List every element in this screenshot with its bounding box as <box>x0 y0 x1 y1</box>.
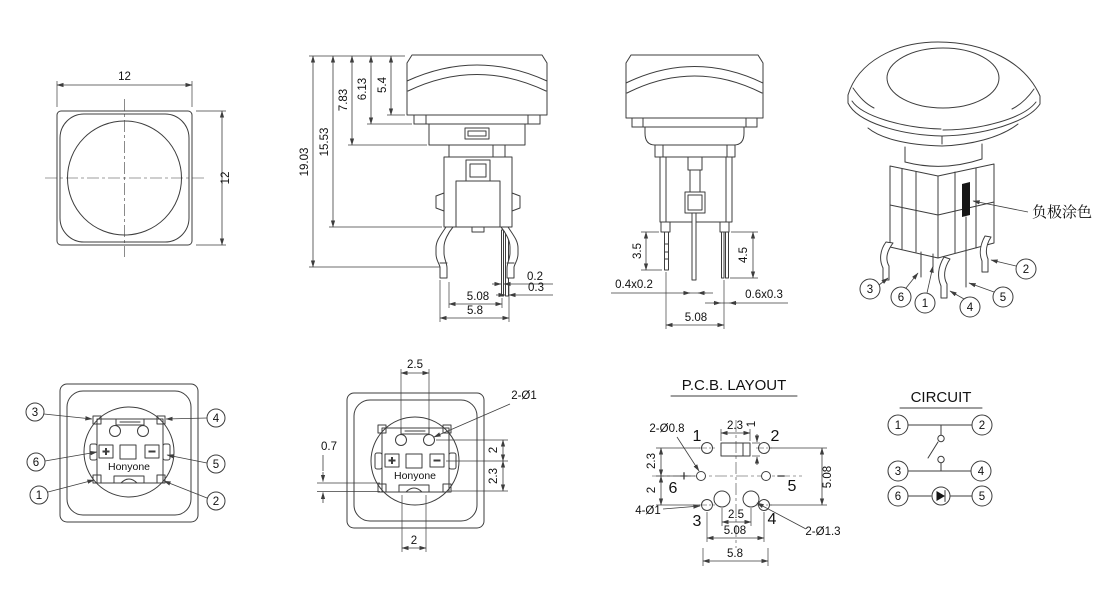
bottomA-callout-4: 4 <box>212 413 220 425</box>
view-bottom-callouts <box>26 384 225 522</box>
view-top <box>45 71 232 257</box>
front-right-pin-b <box>726 232 729 278</box>
side-neck <box>449 145 505 157</box>
pcb-pin-2: 2 <box>770 428 780 445</box>
dim-top-width: 12 <box>118 71 131 83</box>
front-flange <box>632 118 757 127</box>
dim-row-a: 2.3 <box>646 453 658 469</box>
side-cap <box>407 55 547 115</box>
dim-boss-pitch: 2.5 <box>728 509 744 521</box>
dim-row-a: 2 <box>488 446 500 454</box>
circuit-title: CIRCUIT <box>910 389 972 406</box>
pcb-pin-6: 6 <box>668 480 678 497</box>
pcb-plus-mark: + <box>679 468 689 485</box>
dim-span: 5.8 <box>727 548 743 560</box>
switch-blade <box>928 442 938 458</box>
dim-leg-left: 3.5 <box>632 243 644 259</box>
dim-side-pin-size: 0.6x0.3 <box>745 289 783 301</box>
bottomA-callout-3: 3 <box>31 407 39 419</box>
dim-side-pin-span: 5.8 <box>467 305 483 317</box>
circuit-pin-3: 3 <box>894 466 902 478</box>
front-cap <box>626 55 763 118</box>
switch-contact <box>938 435 944 441</box>
circuit-pin-5: 5 <box>978 491 986 503</box>
circuit-pin-4: 4 <box>977 466 985 478</box>
front-left-pin <box>665 232 669 270</box>
dim-center-pin-size: 0.4x0.2 <box>615 279 653 291</box>
circuit-pin-1: 1 <box>894 420 902 432</box>
front-right-pin-a <box>722 232 725 278</box>
side-led-lead-a <box>502 230 504 296</box>
pcb-hole-5 <box>762 472 771 481</box>
dim-small-holes: 2-Ø0.8 <box>649 423 685 435</box>
brand-label: Honyone <box>107 461 151 473</box>
side-switch-body <box>444 157 512 227</box>
dim-cap-height: 5.4 <box>377 77 389 93</box>
negative-terminal-label: 负极涂色 <box>1032 204 1093 221</box>
view-pcb-layout <box>635 377 840 566</box>
pcb-minus-mark: − <box>776 468 786 485</box>
led-lead-hole <box>424 435 435 446</box>
iso-callout-2: 2 <box>1022 264 1030 276</box>
pcb-boss-hole <box>743 491 759 507</box>
bottomA-callout-6: 6 <box>32 457 40 469</box>
dim-cap-stack: 7.83 <box>338 88 350 112</box>
circuit-pin-2: 2 <box>978 420 986 432</box>
dim-slot-w: 2.3 <box>727 420 743 432</box>
dim-front-pin-pitch: 5.08 <box>684 312 708 324</box>
front-center-pin <box>692 213 696 280</box>
dim-top-height: 12 <box>220 171 232 185</box>
bottomB-outer <box>347 393 484 528</box>
pcb-pin-1: 1 <box>692 428 702 445</box>
iso-callout-1: 1 <box>921 298 929 310</box>
bottomA-callout-5: 5 <box>212 459 220 471</box>
brand-label: Honyone <box>393 470 437 482</box>
dim-lead-holes: 2-Ø1 <box>511 390 537 402</box>
view-side <box>299 55 553 322</box>
dim-pin-thk-b: 0.3 <box>528 282 544 294</box>
bottomA-outer <box>60 384 198 522</box>
iso-callout-3: 3 <box>866 284 874 296</box>
pcb-boss-hole <box>714 491 730 507</box>
dim-row-b: 2 <box>646 486 658 494</box>
negative-mark-stripe <box>962 182 970 217</box>
view-bottom-dims <box>317 359 537 552</box>
bottomA-callout-2: 2 <box>212 496 220 508</box>
dim-row-b: 2.3 <box>488 468 500 484</box>
dim-cap-flange: 6.13 <box>357 77 369 101</box>
dim-height-to-base: 15.53 <box>319 127 331 157</box>
dim-side-pin-pitch: 5.08 <box>466 291 490 303</box>
side-collar <box>429 124 525 145</box>
dim-boss-holes: 2-Ø1.3 <box>805 526 841 538</box>
iso-callout-6: 6 <box>897 292 905 304</box>
front-collar <box>645 127 744 145</box>
led-lead-hole <box>138 426 149 437</box>
dim-slot-h: 1 <box>746 420 758 428</box>
side-flange <box>414 115 540 124</box>
dim-hole-pitch: 2.5 <box>407 359 423 371</box>
iso-body-left-face <box>890 166 938 258</box>
led-lead-hole <box>110 426 121 437</box>
pcb-pin-4: 4 <box>767 511 777 528</box>
iso-leg-4 <box>939 257 950 298</box>
dim-corner-holes: 4-Ø1 <box>635 505 661 517</box>
view-circuit <box>888 389 992 506</box>
pcb-title: P.C.B. LAYOUT <box>681 377 787 394</box>
pcb-hole-6 <box>697 472 706 481</box>
view-isometric <box>848 42 1092 317</box>
pcb-slot <box>721 443 750 456</box>
side-leg-left <box>436 227 453 278</box>
dim-tab-offset: 0.7 <box>321 441 337 453</box>
pcb-pin-5: 5 <box>787 478 797 495</box>
dim-pitch-v: 5.08 <box>822 465 834 489</box>
dim-pitch: 5.08 <box>723 525 747 537</box>
front-switch-body <box>660 157 732 222</box>
iso-leg-2 <box>980 236 991 272</box>
view-front <box>611 55 788 329</box>
iso-cap-dome <box>848 42 1040 136</box>
switch-contact <box>938 456 944 462</box>
led-lead-hole <box>396 435 407 446</box>
bottomA-callout-1: 1 <box>35 490 43 502</box>
dim-pin-thk-a: 0.2 <box>527 271 543 283</box>
dim-leg-right: 4.5 <box>738 247 750 263</box>
iso-cap-lens <box>887 48 999 108</box>
iso-callout-4: 4 <box>966 302 974 314</box>
circuit-pin-6: 6 <box>894 491 902 503</box>
dim-overall-height: 19.03 <box>299 147 311 177</box>
iso-callout-5: 5 <box>999 292 1007 304</box>
pcb-pin-3: 3 <box>692 513 702 530</box>
dim-slot-width: 2 <box>410 535 418 547</box>
